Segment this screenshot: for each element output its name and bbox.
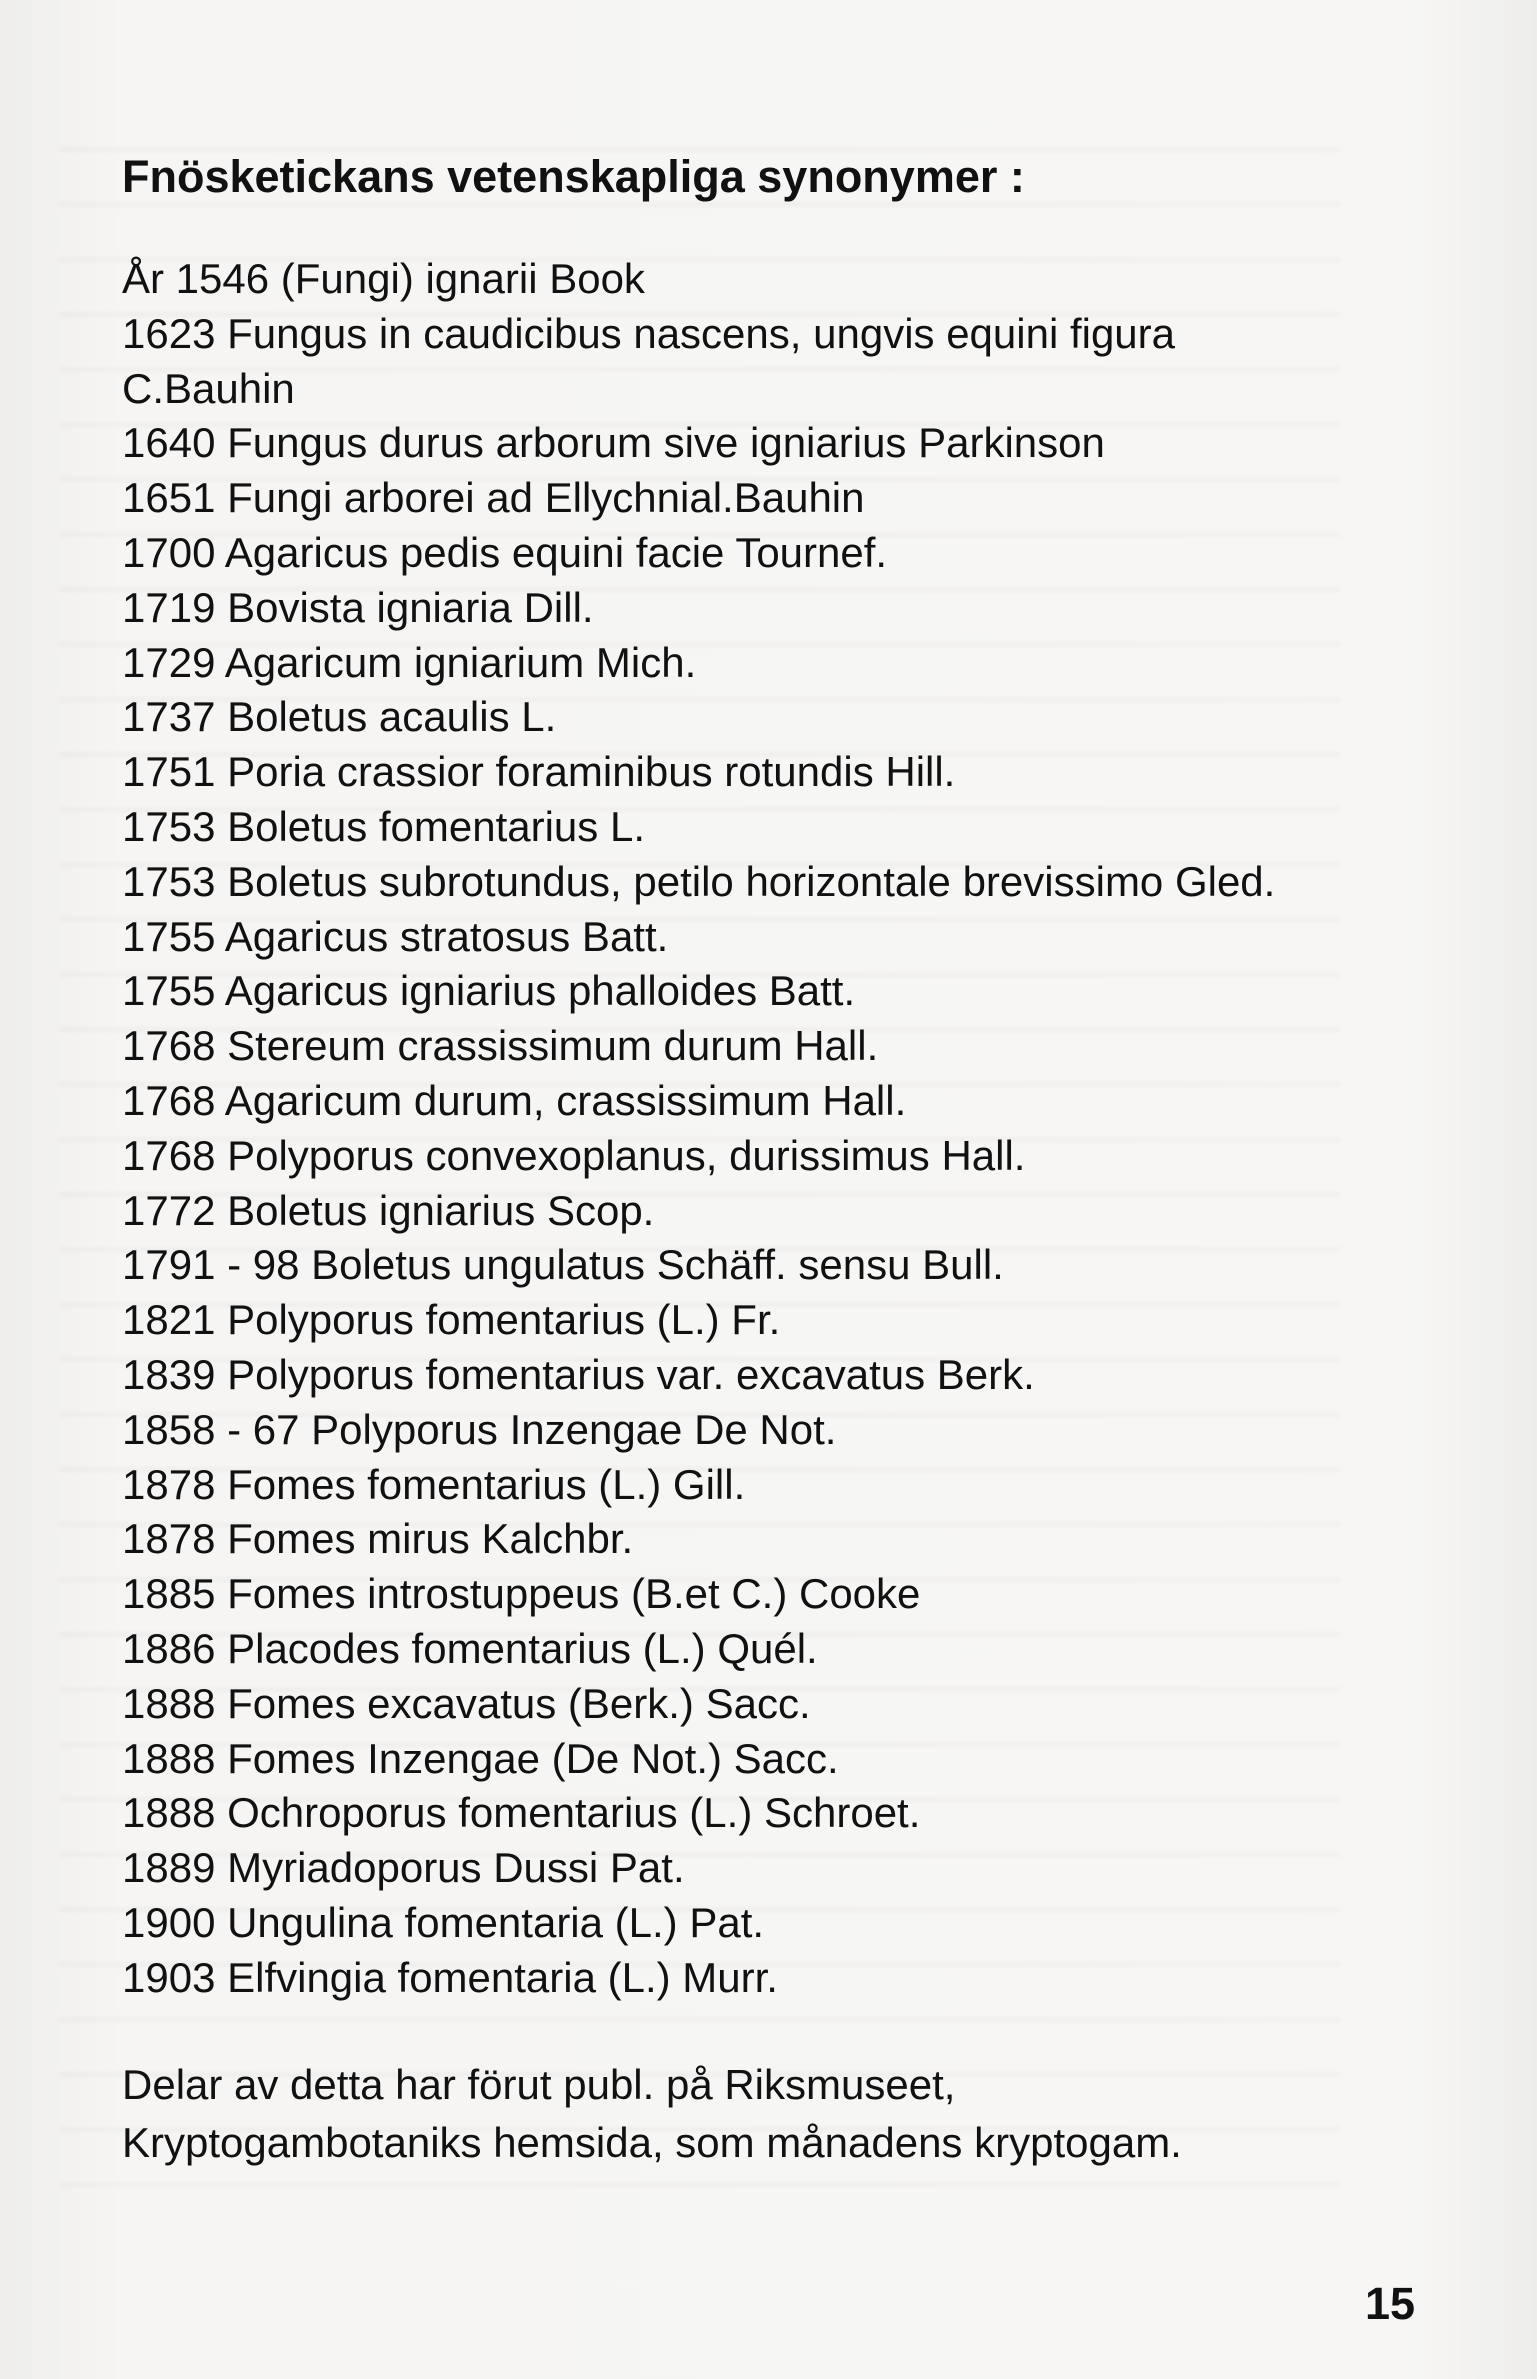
content <box>122 150 1422 2172</box>
list-item: 1623 Fungus in caudicibus nascens, ungvis equini figura <box>122 309 1176 357</box>
list-item: 1821 Polyporus fomentarius (L.) Fr. <box>122 1296 781 1344</box>
list-item: 1878 Fomes mirus Kalchbr. <box>122 1515 634 1563</box>
list-item: 1888 Ochroporus fomentarius (L.) Schroet. <box>122 1789 921 1837</box>
note-line-2: Kryptogambotaniks hemsida, som månadens kryptogam. <box>122 2118 1182 2166</box>
list-item: 1719 Bovista igniaria Dill. <box>122 583 594 631</box>
list-item: 1878 Fomes fomentarius (L.) Gill. <box>122 1460 746 1508</box>
list-item: 1755 Agaricus igniarius phalloides Batt. <box>122 967 856 1015</box>
list-item: 1640 Fungus durus arborum sive igniarius Parkinson <box>122 419 1105 467</box>
page-number: 15 <box>1365 2278 1416 2329</box>
publication-note <box>122 2056 1422 2172</box>
list-item: 1768 Stereum crassissimum durum Hall. <box>122 1022 879 1070</box>
list-item: 1737 Boletus acaulis L. <box>122 693 557 741</box>
list-item: 1753 Boletus fomentarius L. <box>122 802 645 850</box>
list-item: 1858 - 67 Polyporus Inzengae De Not. <box>122 1405 837 1453</box>
list-item: 1700 Agaricus pedis equini facie Tournef. <box>122 528 888 576</box>
list-item: 1772 Boletus igniarius Scop. <box>122 1186 655 1234</box>
synonym-list <box>122 252 1422 2006</box>
list-item: 1651 Fungi arborei ad Ellychnial.Bauhin <box>122 474 865 522</box>
list-item: 1729 Agaricum igniarium Mich. <box>122 638 697 686</box>
page-title: Fnösketickans vetenskapliga synonymer : <box>122 151 1025 202</box>
list-item: År 1546 (Fungi) ignarii Book <box>122 255 645 302</box>
list-item: 1903 Elfvingia fomentaria (L.) Murr. <box>122 1953 778 2001</box>
note-line-1: Delar av detta har förut publ. på Riksmuseet, <box>122 2060 956 2108</box>
list-item: 1885 Fomes introstuppeus (B.et C.) Cooke <box>122 1570 921 1618</box>
list-item: 1888 Fomes excavatus (Berk.) Sacc. <box>122 1679 811 1727</box>
list-item: 1768 Polyporus convexoplanus, durissimus Hall. <box>122 1131 1026 1179</box>
list-item: 1839 Polyporus fomentarius var. excavatus Berk. <box>122 1350 1035 1398</box>
list-item: 1751 Poria crassior foraminibus rotundis Hill. <box>122 748 956 796</box>
list-item: 1886 Placodes fomentarius (L.) Quél. <box>122 1624 818 1672</box>
list-item: 1768 Agaricum durum, crassissimum Hall. <box>122 1076 907 1124</box>
list-item: 1755 Agaricus stratosus Batt. <box>122 912 669 960</box>
list-item: C.Bauhin <box>122 364 295 412</box>
list-item: 1791 - 98 Boletus ungulatus Schäff. sensu Bull. <box>122 1241 1004 1289</box>
list-item: 1900 Ungulina fomentaria (L.) Pat. <box>122 1898 765 1946</box>
list-item: 1889 Myriadoporus Dussi Pat. <box>122 1844 685 1892</box>
list-item: 1753 Boletus subrotundus, petilo horizontale brevissimo Gled. <box>122 857 1276 905</box>
list-item: 1888 Fomes Inzengae (De Not.) Sacc. <box>122 1734 839 1782</box>
